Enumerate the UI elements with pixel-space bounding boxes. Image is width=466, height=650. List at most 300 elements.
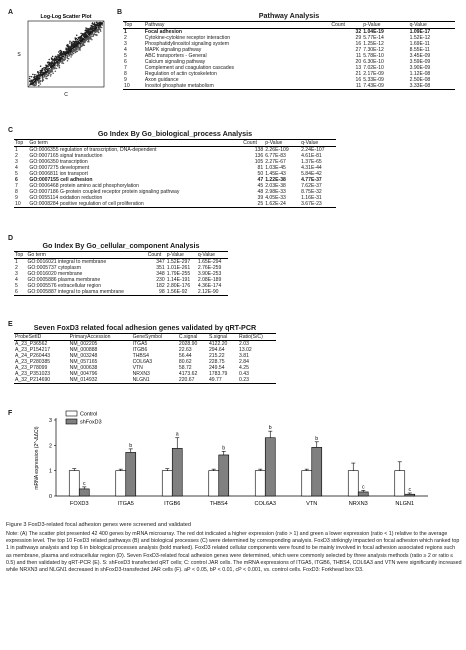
scatter-point	[45, 64, 47, 66]
bar-shfoxd3	[126, 452, 136, 496]
table-cell: Axon guidance	[144, 77, 179, 83]
scatter-point	[37, 71, 39, 73]
scatter-point	[92, 25, 94, 27]
x-tick-label: COL6A3	[254, 501, 276, 507]
table-cell: 136	[254, 153, 264, 159]
table-cell: 5.78E-10	[363, 53, 384, 59]
scatter-point	[32, 79, 34, 81]
table-cell: 11	[330, 83, 362, 90]
table-cell: 21	[355, 71, 362, 77]
scatter-point	[71, 54, 73, 56]
table-cell: 8	[15, 189, 18, 195]
table-cell: 2.84	[239, 359, 249, 365]
table-cell: 3	[15, 271, 18, 277]
scatter-plot	[14, 11, 112, 99]
scatter-point	[86, 28, 88, 30]
table-cell: A_23_P36562	[15, 341, 48, 347]
table-cell: 351	[156, 265, 165, 271]
bar-shfoxd3	[219, 455, 229, 496]
table-cell: 1.45E-43	[265, 171, 286, 177]
scatter-point	[37, 77, 39, 79]
bar-control	[348, 471, 358, 496]
scatter-point	[43, 74, 45, 76]
column-header: p-Value	[166, 252, 197, 259]
scatter-point	[83, 40, 85, 42]
scatter-point	[88, 34, 90, 36]
table-cell: 1	[15, 259, 18, 265]
table-cell: 3	[15, 159, 18, 165]
bar-control	[255, 471, 265, 496]
scatter-point	[60, 54, 62, 56]
table-cell: 3.81	[239, 353, 249, 359]
scatter-point	[92, 28, 94, 30]
scatter-point	[50, 75, 52, 77]
scatter-point	[60, 56, 62, 58]
scatter-point	[92, 24, 94, 26]
column-header: S.signal	[208, 334, 238, 341]
table-cell: 1.52E-297	[166, 259, 191, 265]
scatter-point	[39, 81, 41, 83]
scatter-xlabel: C	[64, 92, 68, 98]
table-cell: 49.77	[208, 377, 238, 384]
significance-label: c	[82, 480, 86, 487]
table-cell: 228.75	[208, 359, 225, 365]
scatter-point	[91, 33, 93, 35]
scatter-point	[91, 34, 93, 36]
y-tick-label: 0	[49, 494, 52, 500]
table-cell: Inositol phosphate metabolism	[144, 83, 330, 90]
table-cell: 2.27E-67	[265, 159, 286, 165]
table-cell: 81	[257, 165, 264, 171]
scatter-point	[85, 29, 87, 31]
table-cell: GO:0008284 positive regulation of cell proliferation	[28, 201, 242, 208]
go-bp-table	[14, 139, 336, 208]
scatter-point	[73, 49, 75, 51]
table-cell: 25	[242, 201, 264, 208]
scatter-point	[100, 29, 102, 31]
table-cell: 7.43E-09	[362, 83, 408, 90]
column-header: q-Value	[300, 140, 336, 147]
scatter-point	[69, 55, 71, 57]
table-cell: 22.63	[178, 347, 192, 353]
significance-label: b	[268, 425, 272, 432]
scatter-point	[96, 34, 98, 36]
table-cell: 182	[156, 283, 165, 289]
y-axis-label: mRNA expression (2^-ΔΔCt)	[34, 426, 40, 490]
table-cell: GO:0005737 cytoplasm	[27, 265, 81, 271]
legend-label: Control	[80, 411, 98, 418]
table-cell: 16	[355, 77, 362, 83]
scatter-point	[98, 31, 100, 32]
table-cell: A_23_P280385	[15, 359, 51, 365]
scatter-point	[40, 72, 42, 74]
scatter-point	[56, 68, 58, 70]
scatter-point	[100, 26, 102, 28]
table-cell: 7	[124, 65, 127, 71]
table-cell: 1.65E-294	[197, 259, 222, 265]
scatter-point	[49, 63, 51, 65]
scatter-point	[62, 54, 64, 56]
bar-shfoxd3	[172, 448, 182, 496]
column-header: Count	[330, 22, 362, 29]
scatter-point	[40, 73, 42, 75]
scatter-point	[64, 59, 66, 61]
scatter-point	[84, 42, 86, 44]
table-cell: GO:0006468 protein amino acid phosphorylation	[29, 183, 139, 189]
scatter-point	[78, 37, 80, 39]
table-cell: Regulation of actin cytoskeleton	[144, 71, 217, 77]
column-header: Top	[123, 22, 144, 29]
scatter-point	[69, 54, 71, 56]
scatter-point	[61, 61, 63, 63]
table-cell: ITGB6	[132, 347, 148, 353]
go-cc-table	[14, 251, 228, 296]
table-cell: 2	[15, 265, 18, 271]
column-header: Count	[242, 140, 264, 147]
table-cell: GO:0005886 plasma membrane	[27, 277, 101, 283]
table-cell: GO:0005887 integral to plasma membrane	[26, 289, 146, 296]
scatter-point	[52, 56, 54, 58]
table-cell: 50	[257, 171, 264, 177]
table-cell: 2.17E-09	[363, 71, 384, 77]
table-cell: 1	[124, 29, 127, 35]
table-row	[123, 83, 455, 90]
scatter-point	[48, 66, 50, 68]
table-cell: 1.04E-19	[363, 29, 384, 35]
table-cell: 4173.62	[178, 371, 198, 377]
scatter-point	[72, 52, 74, 54]
scatter-point	[52, 73, 54, 75]
table-cell: GO:0007275 development	[29, 165, 90, 171]
scatter-point	[40, 65, 42, 67]
scatter-point	[51, 58, 53, 60]
scatter-point	[99, 22, 101, 24]
table-cell: Cytokine-cytokine receptor interaction	[144, 35, 231, 41]
scatter-point	[40, 83, 42, 85]
table-cell: A_32_P214690	[14, 377, 69, 384]
scatter-point	[38, 74, 40, 76]
significance-label: b	[222, 445, 226, 452]
bar-shfoxd3	[312, 447, 322, 496]
scatter-point	[95, 31, 97, 33]
table-cell: 2028.90	[178, 341, 198, 347]
scatter-point	[71, 50, 73, 52]
column-header: Top	[14, 140, 28, 147]
panel-label-a: A	[8, 9, 14, 16]
scatter-point	[99, 27, 101, 29]
table-cell: 39	[257, 195, 264, 201]
table-cell: 7	[15, 183, 18, 189]
scatter-point	[29, 80, 31, 82]
scatter-point	[67, 56, 69, 58]
scatter-point	[42, 78, 44, 80]
table-cell: ABC transporters - General	[144, 53, 207, 59]
table-cell: GO:0055114 oxidation reduction	[29, 195, 103, 201]
table-cell: 2.26E-109	[265, 147, 289, 153]
scatter-point	[43, 69, 45, 71]
scatter-point	[64, 56, 66, 58]
scatter-title: Log-Log Scatter Plot	[40, 14, 92, 20]
scatter-point	[83, 45, 85, 47]
table-cell: 1.14E-191	[166, 277, 191, 283]
x-tick-label: FOXD3	[69, 501, 89, 507]
table-cell: 1.03E-45	[265, 165, 286, 171]
table-cell: THBS4	[132, 353, 150, 359]
scatter-point	[43, 67, 45, 69]
table-cell: 5.33E-09	[363, 77, 384, 83]
column-header: Pathway	[144, 22, 330, 29]
scatter-point	[87, 37, 89, 39]
scatter-point	[70, 46, 72, 48]
table-cell: 220.67	[178, 377, 208, 384]
table-cell: NM_014932	[69, 377, 132, 384]
table-cell: NM_057165	[69, 359, 98, 365]
legend-swatch	[66, 411, 77, 416]
scatter-point	[92, 22, 94, 24]
table-cell: 2	[124, 35, 127, 41]
scatter-point	[59, 66, 61, 68]
table-cell: 20	[355, 59, 362, 65]
scatter-point	[81, 45, 83, 47]
table-cell: 5	[15, 171, 18, 177]
scatter-point	[80, 38, 82, 40]
scatter-point	[87, 41, 89, 43]
scatter-point	[85, 39, 87, 41]
x-tick-label: ITGA5	[117, 501, 134, 507]
table-cell: 6	[14, 289, 26, 296]
table-cell: 4.25	[239, 365, 249, 371]
scatter-point	[84, 35, 86, 37]
table-cell: 1.22E-38	[265, 177, 286, 183]
scatter-point	[58, 63, 60, 64]
scatter-point	[85, 32, 87, 34]
scatter-point	[69, 42, 71, 44]
table-cell: 80.62	[178, 359, 192, 365]
scatter-ylabel: S	[17, 52, 21, 58]
table-cell: 1.79E-255	[166, 271, 191, 277]
scatter-point	[78, 39, 80, 41]
table-cell: 2.03	[239, 341, 249, 347]
scatter-point	[97, 28, 99, 30]
table-cell: 1	[15, 147, 18, 153]
table-cell: 13.02	[239, 347, 252, 353]
column-header: p-Value	[264, 140, 300, 147]
table-cell: 3	[124, 41, 127, 47]
table-cell: 348	[156, 271, 165, 277]
scatter-point	[51, 68, 53, 70]
column-header: Ratio(S/C)	[238, 334, 276, 341]
table-cell: NRXN3	[132, 371, 150, 377]
scatter-point	[71, 42, 73, 44]
scatter-point	[68, 49, 70, 51]
scatter-point	[82, 42, 84, 44]
table-cell: NM_002205	[69, 341, 98, 347]
table-cell: 2.08E-189	[197, 277, 222, 283]
table-cell: 3.90E-09	[409, 65, 431, 71]
table-cell: 6.77E-83	[265, 153, 286, 159]
scatter-point	[51, 63, 53, 65]
column-header: ProbeSetID	[14, 334, 69, 341]
column-header: p-Value	[362, 22, 408, 29]
table-cell: 2.98E-33	[265, 189, 286, 195]
panel-label-c: C	[8, 127, 14, 134]
scatter-point	[81, 37, 83, 39]
scatter-point	[68, 46, 70, 48]
table-cell: 58.72	[178, 365, 192, 371]
table-cell: 7.02E-10	[363, 65, 384, 71]
bar-control	[69, 471, 79, 496]
scatter-point	[69, 47, 71, 49]
x-tick-label: ITGB6	[164, 501, 181, 507]
table-cell: 6	[15, 177, 18, 183]
column-header: Go term	[28, 140, 242, 147]
scatter-point	[91, 39, 93, 41]
table-cell: 1.62E-24	[264, 201, 300, 208]
scatter-point	[66, 45, 68, 47]
table-cell: 5	[15, 283, 18, 289]
table-cell: 3.33E-08	[409, 83, 455, 90]
table-cell: GO:0016020 membrane	[27, 271, 83, 277]
scatter-point	[34, 74, 36, 76]
column-header: q-Value	[409, 22, 455, 29]
pathway-table	[123, 21, 455, 90]
scatter-point	[80, 33, 82, 35]
qpcr-bar-chart	[6, 408, 434, 520]
table-cell: ITGA5	[132, 341, 148, 347]
scatter-point	[46, 66, 48, 68]
y-tick-label: 2	[49, 443, 52, 450]
table-cell: 3.45E-09	[409, 53, 431, 59]
table-cell: 347	[156, 259, 165, 265]
table-cell: NM_000888	[69, 347, 98, 353]
scatter-point	[38, 85, 40, 87]
table-cell: GO:0007155 cell adhesion	[29, 177, 93, 183]
column-header: C.signal	[178, 334, 208, 341]
scatter-point	[54, 61, 56, 63]
bar-shfoxd3	[79, 489, 89, 496]
table-cell: 4.05E-33	[265, 195, 286, 201]
scatter-point	[60, 50, 62, 52]
scatter-point	[55, 55, 57, 57]
table-cell: 11	[355, 53, 362, 59]
scatter-point	[82, 34, 84, 36]
column-header: Top	[14, 252, 26, 259]
scatter-point	[76, 43, 78, 45]
table-cell: 56.44	[178, 353, 192, 359]
scatter-point	[80, 42, 82, 44]
scatter-point	[46, 76, 48, 78]
scatter-point	[57, 64, 59, 66]
scatter-point	[95, 29, 97, 31]
table-cell: 16	[355, 41, 362, 47]
table-cell: 29	[355, 35, 362, 41]
table-cell: Calcium signaling pathway	[144, 59, 206, 65]
table-cell: 4	[15, 165, 18, 171]
scatter-point	[90, 25, 92, 27]
genes-table	[14, 333, 276, 384]
significance-label: a	[175, 431, 179, 438]
table-cell: NM_004796	[69, 371, 98, 377]
table-cell: A_23_P78099	[15, 365, 48, 371]
table-cell: 5	[124, 53, 127, 59]
scatter-point	[49, 65, 51, 67]
table-row	[14, 201, 336, 208]
legend-swatch	[66, 419, 77, 424]
scatter-point	[97, 30, 99, 32]
table-cell: VTN	[132, 365, 143, 371]
scatter-point	[79, 47, 81, 49]
table-cell: NM_000638	[69, 365, 98, 371]
scatter-point	[90, 29, 92, 31]
x-tick-label: NLGN1	[395, 501, 415, 507]
table-cell: 2.50E-08	[409, 77, 431, 83]
table-cell: 138	[254, 147, 264, 153]
scatter-point	[76, 47, 78, 49]
column-header: PrimaryAccession	[69, 334, 132, 341]
panel-label-f: F	[8, 410, 13, 417]
table-cell: 3.67E-23	[300, 201, 336, 208]
column-header: Go term	[26, 252, 146, 259]
table-cell: Complement and coagulation cascades	[144, 65, 235, 71]
table-cell: 1.37E-65	[301, 159, 322, 165]
table-cell: 10	[123, 83, 144, 90]
scatter-point	[70, 51, 72, 53]
scatter-point	[46, 78, 48, 80]
table-cell: 1.12E-08	[409, 71, 431, 77]
scatter-point	[95, 25, 97, 27]
bar-shfoxd3	[358, 492, 368, 496]
table-cell: A_23_P351023	[15, 371, 51, 377]
scatter-point	[36, 84, 38, 86]
table-cell: 1.01E-261	[166, 265, 191, 271]
table-cell: MAPK signaling pathway	[144, 47, 202, 53]
scatter-point	[51, 64, 53, 66]
table-row	[14, 377, 276, 384]
scatter-point	[57, 54, 59, 56]
column-header: GeneSymbol	[132, 334, 178, 341]
table-cell: 1.52E-12	[409, 35, 431, 41]
scatter-point	[29, 78, 31, 80]
scatter-point	[63, 63, 65, 64]
scatter-point	[65, 47, 67, 49]
table-cell: 6.30E-10	[363, 59, 384, 65]
scatter-point	[59, 61, 61, 63]
bar-control	[162, 471, 172, 496]
bar-control	[395, 471, 405, 496]
panel-label-e: E	[8, 321, 13, 328]
table-cell: GO:0005576 extracellular region	[27, 283, 102, 289]
bar-shfoxd3	[405, 494, 415, 496]
table-cell: GO:0006350 transcription	[29, 159, 88, 165]
table-cell: 5.84E-42	[301, 171, 322, 177]
table-cell: GO:0007165 signal transduction	[29, 153, 103, 159]
scatter-point	[36, 82, 38, 84]
go-cc-title: Go Index By Go_cellular_component Analysis	[42, 241, 200, 250]
figure-caption	[6, 522, 462, 575]
table-cell: 294.64	[208, 347, 225, 353]
table-cell: A_23_P154217	[15, 347, 51, 353]
scatter-point	[71, 44, 73, 46]
column-header: q-Value	[197, 252, 228, 259]
scatter-point	[34, 85, 36, 87]
scatter-point	[50, 74, 52, 76]
legend-label: shFoxD3	[80, 419, 102, 426]
scatter-point	[68, 58, 70, 60]
table-cell: 1.25E-12	[363, 41, 384, 47]
significance-label: b	[315, 435, 319, 442]
go-bp-title: Go Index By Go_biological_process Analysis	[97, 129, 253, 138]
pathway-title: Pathway Analysis	[258, 11, 320, 20]
